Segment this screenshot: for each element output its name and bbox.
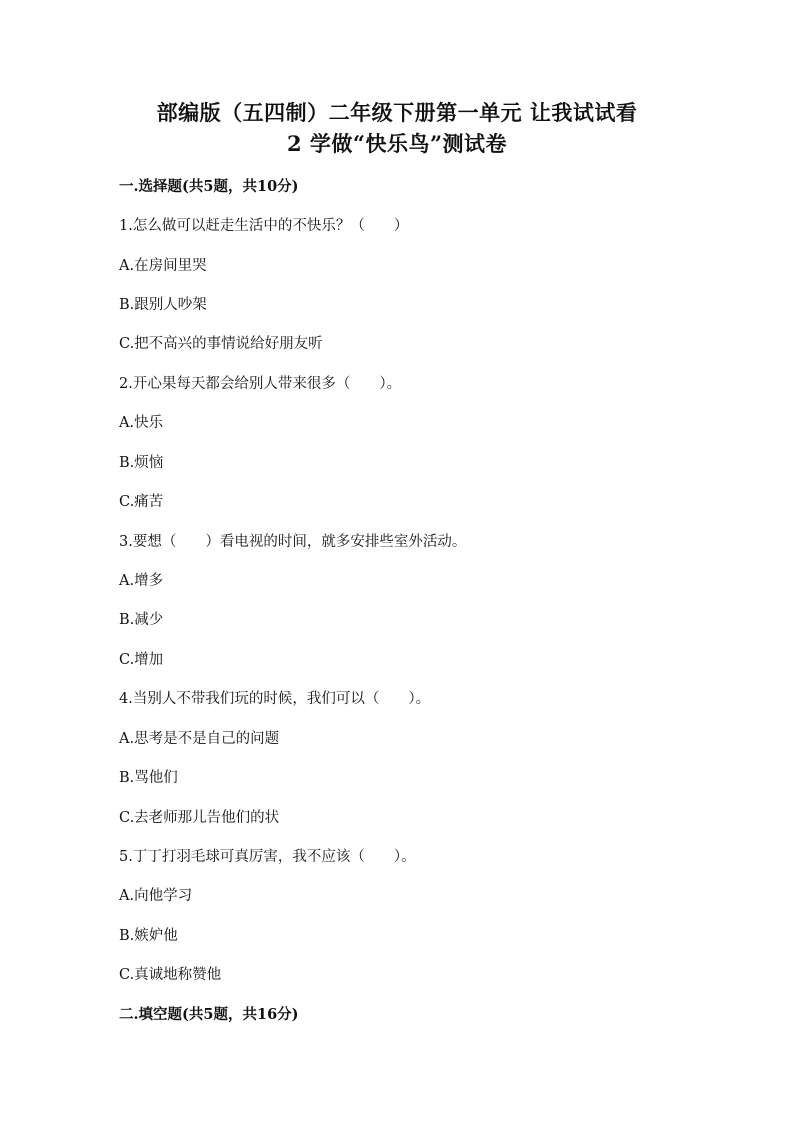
question-3-option-b: B.减少 (119, 612, 164, 628)
question-2-option-b: B.烦恼 (119, 455, 164, 471)
question-1-option-b: B.跟别人吵架 (119, 297, 207, 313)
section-heading-fill-in: 二.填空题(共5题，共16分) (119, 1006, 299, 1023)
question-1: 1.怎么做可以赶走生活中的不快乐？（ ） (119, 218, 409, 234)
question-4-option-a: A.思考是不是自己的问题 (119, 731, 280, 747)
question-4-option-b: B.骂他们 (119, 770, 178, 786)
question-2-option-a: A.快乐 (119, 415, 164, 431)
question-3-option-a: A.增多 (119, 573, 164, 589)
document-title-line1: 部编版（五四制）二年级下册第一单元 让我试试看 (156, 100, 638, 125)
question-2: 2.开心果每天都会给别人带来很多（ ）。 (119, 376, 402, 392)
question-5: 5.丁丁打羽毛球可真厉害，我不应该（ ）。 (119, 849, 416, 865)
section-heading-choice: 一.选择题(共5题，共10分) (119, 178, 299, 195)
document-title-line2: 2 学做“快乐鸟”测试卷 (286, 131, 508, 156)
question-2-option-c: C.痛苦 (119, 494, 164, 510)
question-3: 3.要想（ ）看电视的时间，就多安排些室外活动。 (119, 534, 467, 550)
question-5-option-c: C.真诚地称赞他 (119, 967, 222, 983)
question-5-option-b: B.嫉妒他 (119, 928, 178, 944)
question-1-option-a: A.在房间里哭 (119, 258, 207, 274)
question-4-option-c: C.去老师那儿告他们的状 (119, 810, 280, 826)
question-4: 4.当别人不带我们玩的时候，我们可以（ ）。 (119, 691, 431, 707)
question-1-option-c: C.把不高兴的事情说给好朋友听 (119, 336, 323, 352)
question-3-option-c: C.增加 (119, 652, 164, 668)
question-5-option-a: A.向他学习 (119, 888, 193, 904)
